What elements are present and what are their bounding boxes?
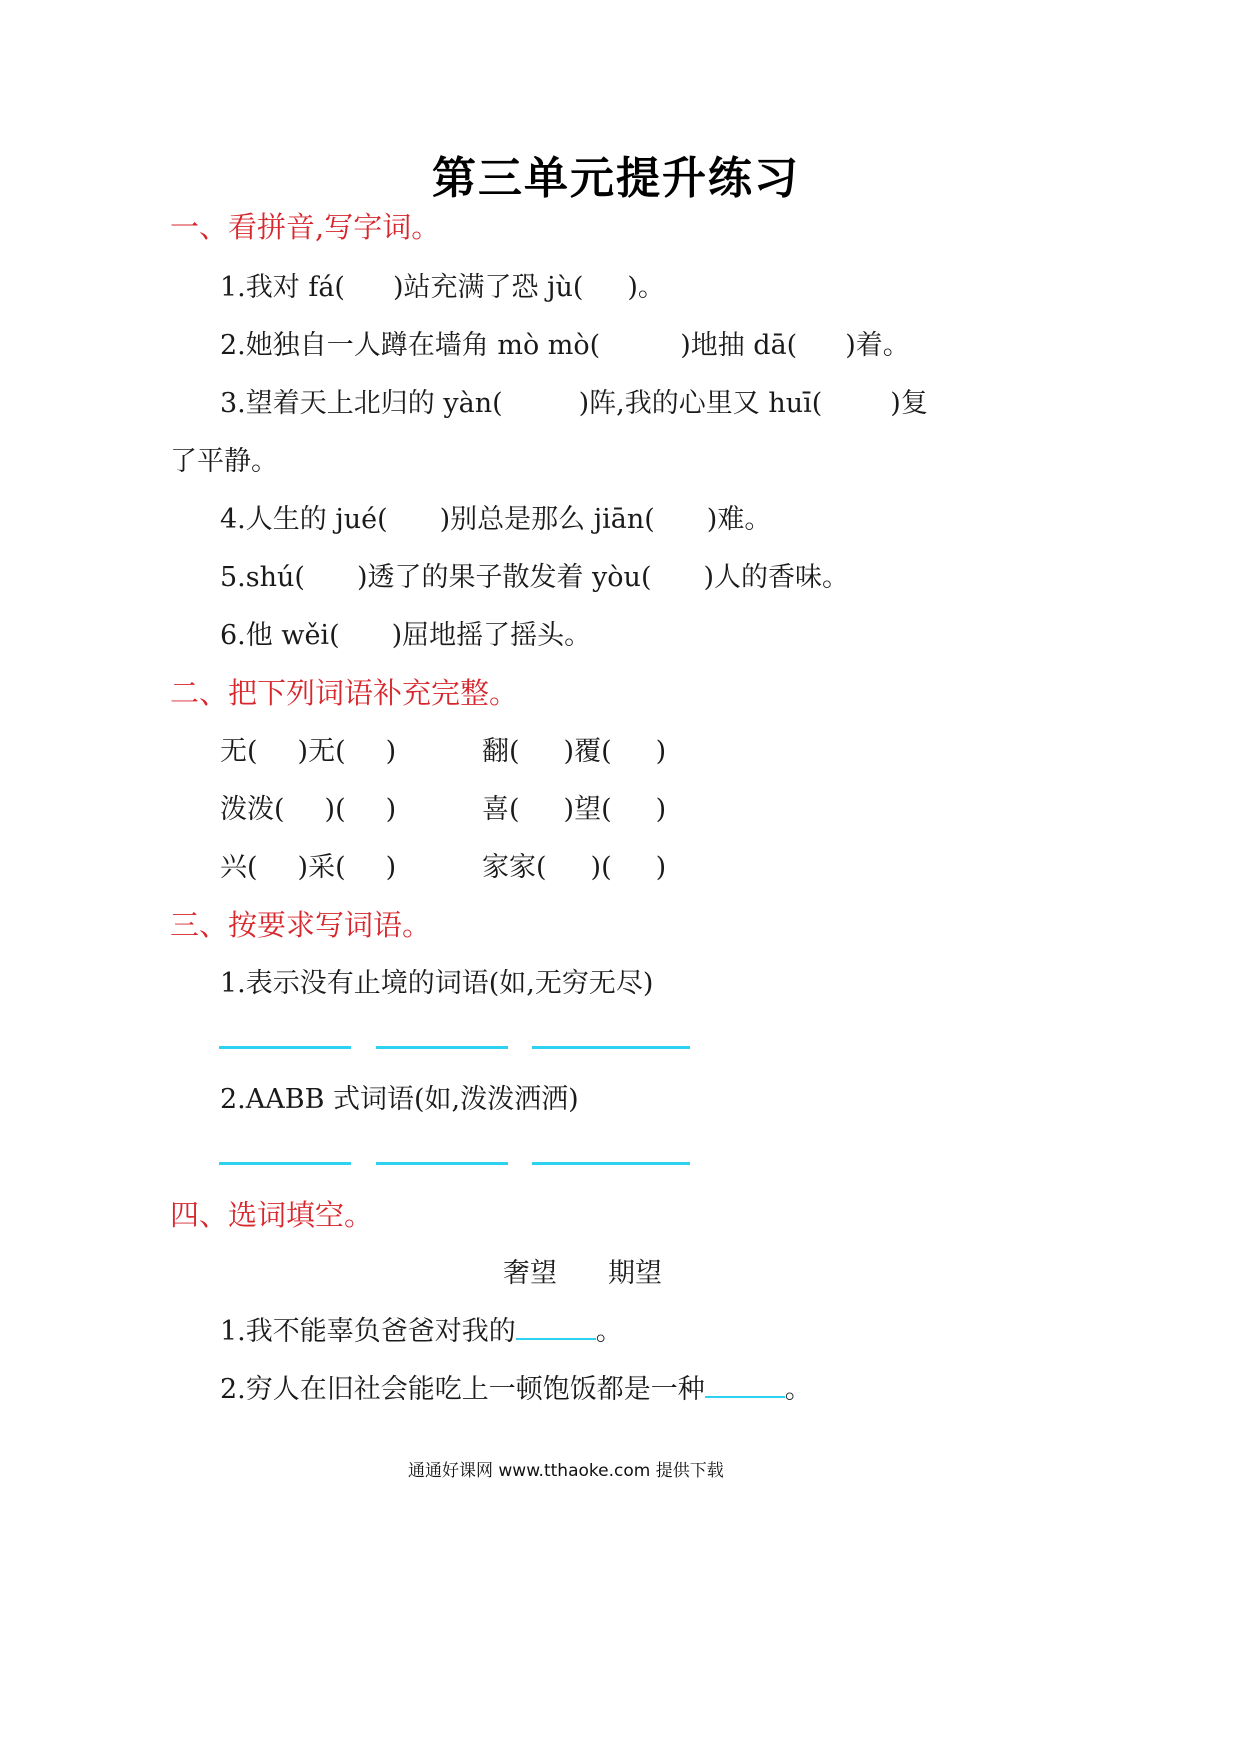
page-title: 第三单元提升练习 [432, 153, 800, 204]
s1-question-5: 5.shú( )透了的果子散发着 yòu( )人的香味。 [220, 562, 850, 593]
s2-row-1-right: 翻( )覆( ) [482, 736, 667, 767]
s1-question-6: 6.他 wěi( )屈地摇了摇头。 [220, 620, 592, 651]
answer-line[interactable] [219, 1046, 351, 1049]
fill-blank[interactable] [705, 1370, 785, 1398]
fill-blank[interactable] [516, 1312, 596, 1340]
s2-row-2-left: 泼泼( )( ) [220, 794, 397, 825]
answer-line[interactable] [532, 1162, 690, 1165]
answer-line[interactable] [376, 1046, 508, 1049]
section-3-heading: 三、按要求写词语。 [170, 908, 432, 942]
s4-question-2: 2.穷人在旧社会能吃上一顿饱饭都是一种 。 [220, 1367, 812, 1406]
s4-word-1: 奢望 [503, 1258, 557, 1289]
section-1-heading: 一、看拼音,写字词。 [170, 210, 441, 244]
s1-question-4: 4.人生的 jué( )别总是那么 jiān( )难。 [220, 504, 772, 535]
s1-question-3-cont: 了平静。 [170, 446, 278, 477]
s3-question-2: 2.AABB 式词语(如,泼泼洒洒) [220, 1084, 579, 1115]
s1-question-1: 1.我对 fá( )站充满了恐 jù( )。 [220, 272, 665, 303]
footer-credit: 通通好课网 www.tthaoke.com 提供下载 [408, 1461, 724, 1481]
s4-question-1: 1.我不能辜负爸爸对我的 。 [220, 1309, 623, 1348]
answer-line[interactable] [219, 1162, 351, 1165]
answer-line[interactable] [376, 1162, 508, 1165]
section-2-heading: 二、把下列词语补充完整。 [170, 676, 519, 710]
section-4-heading: 四、选词填空。 [170, 1198, 374, 1232]
s2-row-2-right: 喜( )望( ) [482, 794, 667, 825]
s3-question-1: 1.表示没有止境的词语(如,无穷无尽) [220, 968, 654, 999]
s2-row-3-left: 兴( )采( ) [220, 852, 397, 883]
s2-row-1-left: 无( )无( ) [220, 736, 397, 767]
s2-row-3-right: 家家( )( ) [482, 852, 667, 883]
s1-question-2: 2.她独自一人蹲在墙角 mò mò( )地抽 dā( )着。 [220, 330, 910, 361]
s4-word-2: 期望 [608, 1258, 662, 1289]
answer-line[interactable] [532, 1046, 690, 1049]
s1-question-3: 3.望着天上北归的 yàn( )阵,我的心里又 huī( )复 [220, 388, 928, 419]
